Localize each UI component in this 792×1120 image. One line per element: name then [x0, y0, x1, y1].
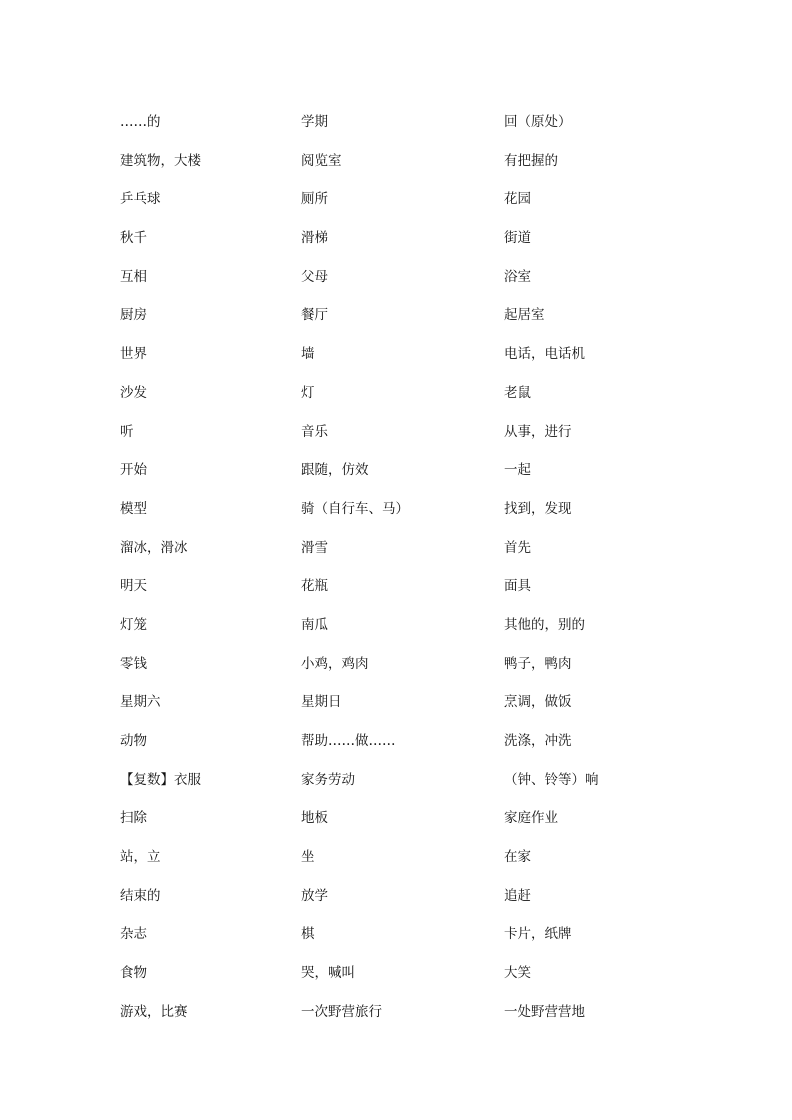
table-row: [120, 611, 720, 650]
vocab-cell: 坐: [301, 849, 315, 866]
table-row: [120, 959, 720, 998]
vocab-cell: 小鸡，鸡肉: [301, 655, 369, 672]
vocab-cell: （钟、铃等）响: [504, 771, 599, 788]
vocab-cell: 从事，进行: [504, 423, 572, 440]
vocab-cell: 其他的，别的: [504, 616, 585, 633]
vocab-cell: 在家: [504, 849, 531, 866]
vocab-cell: 一起: [504, 462, 531, 479]
vocab-cell: 放学: [301, 887, 328, 904]
vocab-cell: 找到，发现: [504, 500, 572, 517]
vocab-cell: 秋千: [120, 230, 147, 247]
vocab-cell: 乒乓球: [120, 191, 161, 208]
vocab-cell: 游戏，比赛: [120, 1003, 188, 1020]
vocab-cell: 扫除: [120, 810, 147, 827]
table-row: [120, 340, 720, 379]
vocabulary-table: [120, 108, 720, 1037]
vocab-cell: 开始: [120, 462, 147, 479]
vocab-cell: 回（原处）: [504, 114, 572, 130]
vocab-cell: ……的: [120, 114, 161, 130]
vocab-cell: 老鼠: [504, 384, 531, 401]
vocab-cell: 杂志: [120, 926, 147, 943]
table-row: [120, 379, 720, 418]
vocab-cell: 父母: [301, 268, 328, 285]
table-row: [120, 998, 720, 1037]
vocab-cell: 厕所: [301, 191, 328, 208]
table-row: [120, 766, 720, 805]
vocab-cell: 追赶: [504, 887, 531, 904]
vocab-cell: 结束的: [120, 887, 161, 904]
vocab-cell: 滑梯: [301, 230, 328, 247]
vocab-cell: 地板: [301, 810, 328, 827]
vocab-cell: 一次野营旅行: [301, 1003, 382, 1020]
vocab-cell: 花园: [504, 191, 531, 208]
table-row: [120, 263, 720, 302]
vocab-cell: 星期日: [301, 694, 342, 711]
vocab-cell: 食物: [120, 965, 147, 982]
vocab-cell: 学期: [301, 114, 328, 130]
vocab-cell: 世界: [120, 346, 147, 363]
vocab-cell: 动物: [120, 733, 147, 749]
vocab-cell: 灯笼: [120, 616, 147, 633]
vocab-cell: 互相: [120, 268, 147, 285]
table-row: [120, 534, 720, 573]
vocab-cell: 墙: [301, 346, 315, 363]
vocab-cell: 零钱: [120, 655, 147, 672]
vocab-cell: 建筑物，大楼: [120, 152, 201, 169]
vocab-cell: 卡片，纸牌: [504, 926, 572, 943]
vocab-cell: 棋: [301, 926, 315, 943]
vocab-cell: 浴室: [504, 268, 531, 285]
vocab-cell: 家庭作业: [504, 810, 558, 827]
vocab-cell: 烹调，做饭: [504, 694, 572, 711]
vocab-cell: 骑（自行车、马）: [301, 500, 409, 517]
vocab-cell: 有把握的: [504, 152, 558, 169]
table-row: [120, 185, 720, 224]
vocab-cell: 电话，电话机: [504, 346, 585, 363]
table-row: [120, 224, 720, 263]
vocab-cell: 哭，喊叫: [301, 965, 355, 982]
vocab-cell: 南瓜: [301, 616, 328, 633]
vocab-cell: 街道: [504, 230, 531, 247]
table-row: [120, 418, 720, 457]
table-row: [120, 650, 720, 689]
table-row: [120, 882, 720, 921]
vocab-cell: 餐厅: [301, 307, 328, 324]
table-row: [120, 843, 720, 882]
table-row: [120, 804, 720, 843]
table-row: [120, 920, 720, 959]
vocab-cell: 滑雪: [301, 539, 328, 556]
table-row: [120, 108, 720, 147]
table-row: [120, 727, 720, 766]
table-row: [120, 495, 720, 534]
vocab-cell: 一处野营营地: [504, 1003, 585, 1020]
vocab-cell: 溜冰，滑冰: [120, 539, 188, 556]
vocab-cell: 起居室: [504, 307, 545, 324]
vocab-cell: 帮助……做……: [301, 733, 396, 749]
vocab-cell: 【复数】衣服: [120, 771, 201, 788]
vocab-cell: 面具: [504, 578, 531, 595]
table-row: [120, 301, 720, 340]
vocab-cell: 站，立: [120, 849, 161, 866]
vocab-cell: 星期六: [120, 694, 161, 711]
vocab-cell: 厨房: [120, 307, 147, 324]
vocab-cell: 灯: [301, 384, 315, 401]
table-row: [120, 572, 720, 611]
vocab-cell: 鸭子，鸭肉: [504, 655, 572, 672]
vocab-cell: 阅览室: [301, 152, 342, 169]
vocab-cell: 大笑: [504, 965, 531, 982]
table-row: [120, 456, 720, 495]
vocab-cell: 模型: [120, 500, 147, 517]
vocab-cell: 音乐: [301, 423, 328, 440]
vocab-cell: 家务劳动: [301, 771, 355, 788]
table-row: [120, 688, 720, 727]
vocab-cell: 沙发: [120, 384, 147, 401]
vocab-cell: 跟随，仿效: [301, 462, 369, 479]
vocab-cell: 听: [120, 423, 134, 440]
table-row: [120, 147, 720, 186]
vocab-cell: 洗涤，冲洗: [504, 733, 572, 749]
vocab-cell: 花瓶: [301, 578, 328, 595]
vocab-cell: 明天: [120, 578, 147, 595]
vocab-cell: 首先: [504, 539, 531, 556]
